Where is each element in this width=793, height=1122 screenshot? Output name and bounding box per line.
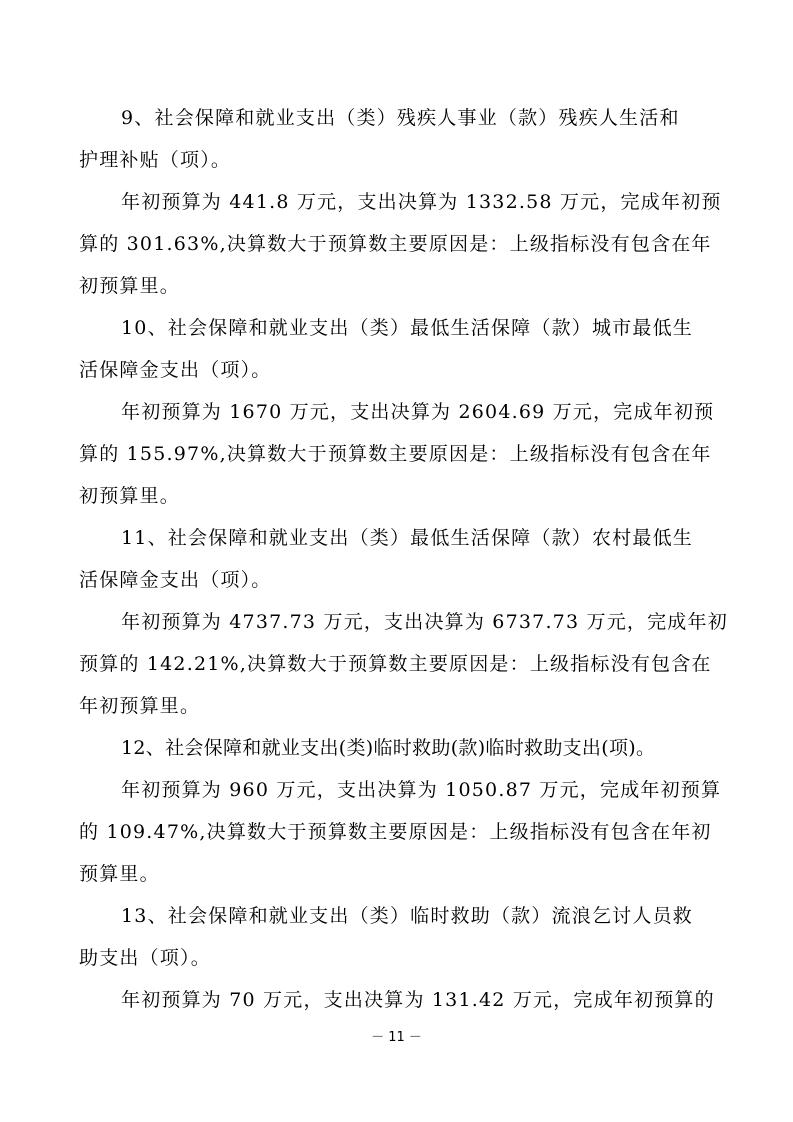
- page-number: － 11 －: [371, 1030, 422, 1045]
- text-line: 10、社会保障和就业支出（类）最低生活保障（款）城市最低生: [121, 317, 693, 339]
- text-line: 护理补贴（项）。: [79, 149, 232, 171]
- text-line: 年初预算里。: [79, 695, 201, 717]
- text-line: 活保障金支出（项）。: [79, 359, 272, 381]
- text-line: 初预算里。: [79, 485, 181, 507]
- text-line: 初预算里。: [79, 275, 181, 297]
- text-line: 预算的 142.21%,决算数大于预算数主要原因是：上级指标没有包含在: [79, 653, 712, 675]
- text-line: 年初预算为 4737.73 万元，支出决算为 6737.73 万元，完成年初: [121, 611, 728, 633]
- text-line: 年初预算为 70 万元，支出决算为 131.42 万元，完成年初预算的: [121, 989, 715, 1011]
- text-line: 年初预算为 960 万元，支出决算为 1050.87 万元，完成年初预算: [121, 779, 722, 801]
- text-line: 活保障金支出（项）。: [79, 569, 272, 591]
- text-line: 13、社会保障和就业支出（类）临时救助（款）流浪乞讨人员救: [121, 905, 693, 927]
- text-line: 助支出（项）。: [79, 947, 211, 969]
- text-line: 算的 155.97%,决算数大于预算数主要原因是：上级指标没有包含在年: [79, 443, 712, 465]
- text-line: 年初预算为 1670 万元，支出决算为 2604.69 万元，完成年初预: [121, 401, 715, 423]
- text-line: 的 109.47%,决算数大于预算数主要原因是：上级指标没有包含在年初: [79, 821, 712, 843]
- text-line: 年初预算为 441.8 万元，支出决算为 1332.58 万元，完成年初预: [121, 191, 722, 213]
- text-line: 9、社会保障和就业支出（类）残疾人事业（款）残疾人生活和: [121, 107, 680, 129]
- text-line: 算的 301.63%,决算数大于预算数主要原因是：上级指标没有包含在年: [79, 233, 712, 255]
- text-line: 预算里。: [79, 863, 160, 885]
- text-line: 11、社会保障和就业支出（类）最低生活保障（款）农村最低生: [121, 527, 693, 549]
- text-line: 12、社会保障和就业支出(类)临时救助(款)临时救助支出(项)。: [121, 737, 656, 759]
